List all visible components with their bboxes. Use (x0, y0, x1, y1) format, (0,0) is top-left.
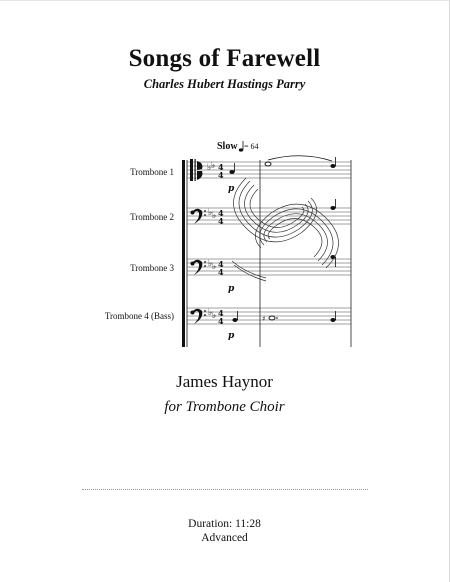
tempo-value: = 64 (244, 142, 259, 151)
dynamic-p-3: p (228, 284, 235, 294)
ensemble-label: for Trombone Choir (164, 399, 285, 415)
svg-text:4: 4 (218, 259, 224, 269)
instrument-label-trombone-2: Trombone 2 (130, 212, 174, 222)
decorative-swirl (232, 178, 339, 281)
arranger-name: James Haynor (176, 372, 273, 391)
piece-title: Songs of Farewell (128, 45, 321, 72)
svg-text:♭: ♭ (212, 211, 217, 221)
svg-text:4: 4 (218, 162, 224, 172)
tempo-note-icon (239, 141, 244, 152)
bass-clef-3 (191, 260, 206, 275)
svg-text:4: 4 (218, 267, 224, 277)
difficulty-level: Advanced (201, 532, 248, 544)
svg-text:4: 4 (218, 316, 224, 326)
svg-text:4: 4 (218, 308, 224, 318)
notes-staff-3 (330, 255, 336, 267)
bass-clef-4 (191, 309, 206, 324)
svg-text:♭: ♭ (207, 163, 212, 173)
composer-name: Charles Hubert Hastings Parry (143, 77, 306, 91)
notes-staff-2 (330, 199, 336, 210)
notes-staff-4 (232, 311, 336, 322)
svg-text:♭: ♭ (208, 259, 213, 269)
instrument-label-trombone-3: Trombone 3 (130, 263, 174, 273)
notes-staff-1 (229, 157, 336, 174)
dynamic-p-1: p (228, 184, 235, 194)
dynamic-p-4: p (228, 331, 235, 341)
svg-text:♭: ♭ (212, 311, 217, 321)
svg-text:♭: ♭ (208, 308, 213, 318)
system-bracket (182, 160, 185, 347)
svg-text:♭: ♭ (211, 161, 216, 171)
divider-line (82, 489, 368, 490)
duration-text: Duration: 11:28 (188, 518, 261, 530)
svg-text:4: 4 (218, 216, 224, 226)
bass-clef-2 (191, 209, 206, 224)
instrument-label-trombone-1: Trombone 1 (130, 167, 174, 177)
svg-text:♭: ♭ (208, 208, 213, 218)
svg-text:4: 4 (218, 170, 224, 180)
tempo-text: Slow (217, 141, 238, 152)
score-excerpt (96, 133, 368, 353)
svg-text:4: 4 (218, 208, 224, 218)
instrument-label-trombone-4: Trombone 4 (Bass) (104, 311, 174, 321)
svg-text:♭: ♭ (212, 262, 217, 272)
svg-text:♯: ♯ (262, 315, 266, 323)
